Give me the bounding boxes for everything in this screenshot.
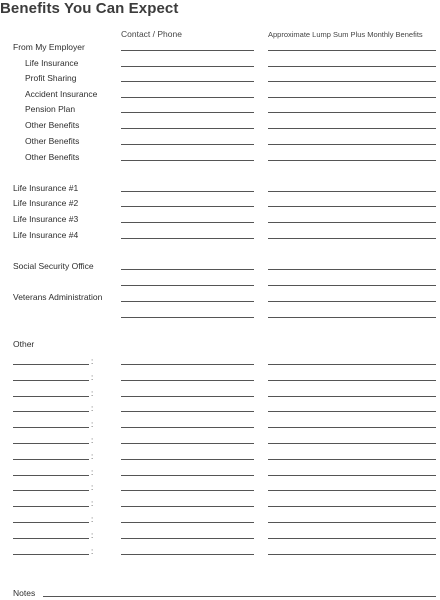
other-name-line[interactable] — [13, 554, 89, 555]
employer-item-4-contact-line[interactable] — [121, 128, 254, 129]
other-6-contact-line[interactable] — [121, 459, 254, 460]
life-insurance-label: Life Insurance #4 — [13, 230, 79, 240]
social-security-label: Social Security Office — [13, 261, 94, 271]
employer-item-label: Pension Plan — [25, 104, 76, 114]
employer-item-label: Other Benefits — [25, 120, 80, 130]
other-name-line[interactable] — [13, 490, 89, 491]
other-2-contact-line[interactable] — [121, 396, 254, 397]
life-insurance-0-benefits-line[interactable] — [268, 191, 436, 192]
other-name-line[interactable] — [13, 364, 89, 365]
social-security-contact-line[interactable] — [121, 269, 254, 270]
employer-item-3-benefits-line[interactable] — [268, 112, 436, 113]
veterans-benefits-line[interactable] — [268, 301, 436, 302]
other-name-line[interactable] — [13, 475, 89, 476]
life-insurance-3-benefits-line[interactable] — [268, 238, 436, 239]
other-5-benefits-line[interactable] — [268, 443, 436, 444]
other-1-benefits-line[interactable] — [268, 380, 436, 381]
other-name-line[interactable] — [13, 506, 89, 507]
other-name-line[interactable] — [13, 443, 89, 444]
other-7-benefits-line[interactable] — [268, 475, 436, 476]
other-11-contact-line[interactable] — [121, 538, 254, 539]
other-name-line[interactable] — [13, 411, 89, 412]
veterans-contact-line[interactable] — [121, 301, 254, 302]
benefits-column-header: Approximate Lump Sum Plus Monthly Benefits — [268, 30, 423, 39]
other-0-benefits-line[interactable] — [268, 364, 436, 365]
employer-item-2-contact-line[interactable] — [121, 97, 254, 98]
other-1-contact-line[interactable] — [121, 380, 254, 381]
employer-item-4-benefits-line[interactable] — [268, 128, 436, 129]
other-colon: : — [91, 483, 94, 492]
employer-item-label: Profit Sharing — [25, 73, 77, 83]
other-colon: : — [91, 547, 94, 556]
employer-item-0-contact-line[interactable] — [121, 66, 254, 67]
employer-item-5-contact-line[interactable] — [121, 144, 254, 145]
other-8-contact-line[interactable] — [121, 490, 254, 491]
other-9-contact-line[interactable] — [121, 506, 254, 507]
other-5-contact-line[interactable] — [121, 443, 254, 444]
veterans-extra-contact-line[interactable] — [121, 317, 254, 318]
employer-item-5-benefits-line[interactable] — [268, 144, 436, 145]
life-insurance-label: Life Insurance #1 — [13, 183, 79, 193]
life-insurance-2-contact-line[interactable] — [121, 222, 254, 223]
other-name-line[interactable] — [13, 427, 89, 428]
other-colon: : — [91, 357, 94, 366]
social-security-extra-contact-line[interactable] — [121, 285, 254, 286]
other-6-benefits-line[interactable] — [268, 459, 436, 460]
other-10-benefits-line[interactable] — [268, 522, 436, 523]
notes-line[interactable] — [43, 596, 436, 597]
other-2-benefits-line[interactable] — [268, 396, 436, 397]
employer-item-6-contact-line[interactable] — [121, 160, 254, 161]
veterans-label: Veterans Administration — [13, 292, 103, 302]
employer-item-3-contact-line[interactable] — [121, 112, 254, 113]
other-name-line[interactable] — [13, 538, 89, 539]
employer-heading: From My Employer — [13, 42, 85, 52]
life-insurance-label: Life Insurance #2 — [13, 198, 79, 208]
employer-heading-benefits-line[interactable] — [268, 50, 436, 51]
other-10-contact-line[interactable] — [121, 522, 254, 523]
life-insurance-1-contact-line[interactable] — [121, 206, 254, 207]
employer-item-1-benefits-line[interactable] — [268, 81, 436, 82]
social-security-benefits-line[interactable] — [268, 269, 436, 270]
other-12-benefits-line[interactable] — [268, 554, 436, 555]
other-colon: : — [91, 468, 94, 477]
other-name-line[interactable] — [13, 380, 89, 381]
other-colon: : — [91, 389, 94, 398]
other-name-line[interactable] — [13, 396, 89, 397]
notes-label: Notes — [13, 588, 36, 598]
other-colon: : — [91, 373, 94, 382]
other-colon: : — [91, 499, 94, 508]
employer-item-2-benefits-line[interactable] — [268, 97, 436, 98]
employer-item-label: Life Insurance — [25, 58, 79, 68]
other-colon: : — [91, 515, 94, 524]
veterans-extra-benefits-line[interactable] — [268, 317, 436, 318]
other-3-benefits-line[interactable] — [268, 411, 436, 412]
other-11-benefits-line[interactable] — [268, 538, 436, 539]
life-insurance-2-benefits-line[interactable] — [268, 222, 436, 223]
other-colon: : — [91, 436, 94, 445]
life-insurance-0-contact-line[interactable] — [121, 191, 254, 192]
social-security-extra-benefits-line[interactable] — [268, 285, 436, 286]
other-9-benefits-line[interactable] — [268, 506, 436, 507]
life-insurance-1-benefits-line[interactable] — [268, 206, 436, 207]
other-colon: : — [91, 531, 94, 540]
other-4-contact-line[interactable] — [121, 427, 254, 428]
life-insurance-3-contact-line[interactable] — [121, 238, 254, 239]
other-heading: Other — [13, 339, 35, 349]
employer-item-0-benefits-line[interactable] — [268, 66, 436, 67]
employer-item-1-contact-line[interactable] — [121, 81, 254, 82]
other-colon: : — [91, 404, 94, 413]
other-8-benefits-line[interactable] — [268, 490, 436, 491]
employer-item-6-benefits-line[interactable] — [268, 160, 436, 161]
employer-item-label: Accident Insurance — [25, 89, 98, 99]
other-0-contact-line[interactable] — [121, 364, 254, 365]
other-3-contact-line[interactable] — [121, 411, 254, 412]
other-colon: : — [91, 452, 94, 461]
employer-heading-contact-line[interactable] — [121, 50, 254, 51]
life-insurance-label: Life Insurance #3 — [13, 214, 79, 224]
other-12-contact-line[interactable] — [121, 554, 254, 555]
page-title: Benefits You Can Expect — [0, 0, 179, 17]
other-name-line[interactable] — [13, 459, 89, 460]
other-name-line[interactable] — [13, 522, 89, 523]
employer-item-label: Other Benefits — [25, 136, 80, 146]
other-7-contact-line[interactable] — [121, 475, 254, 476]
employer-item-label: Other Benefits — [25, 152, 80, 162]
contact-column-header: Contact / Phone — [121, 29, 182, 39]
other-colon: : — [91, 420, 94, 429]
other-4-benefits-line[interactable] — [268, 427, 436, 428]
